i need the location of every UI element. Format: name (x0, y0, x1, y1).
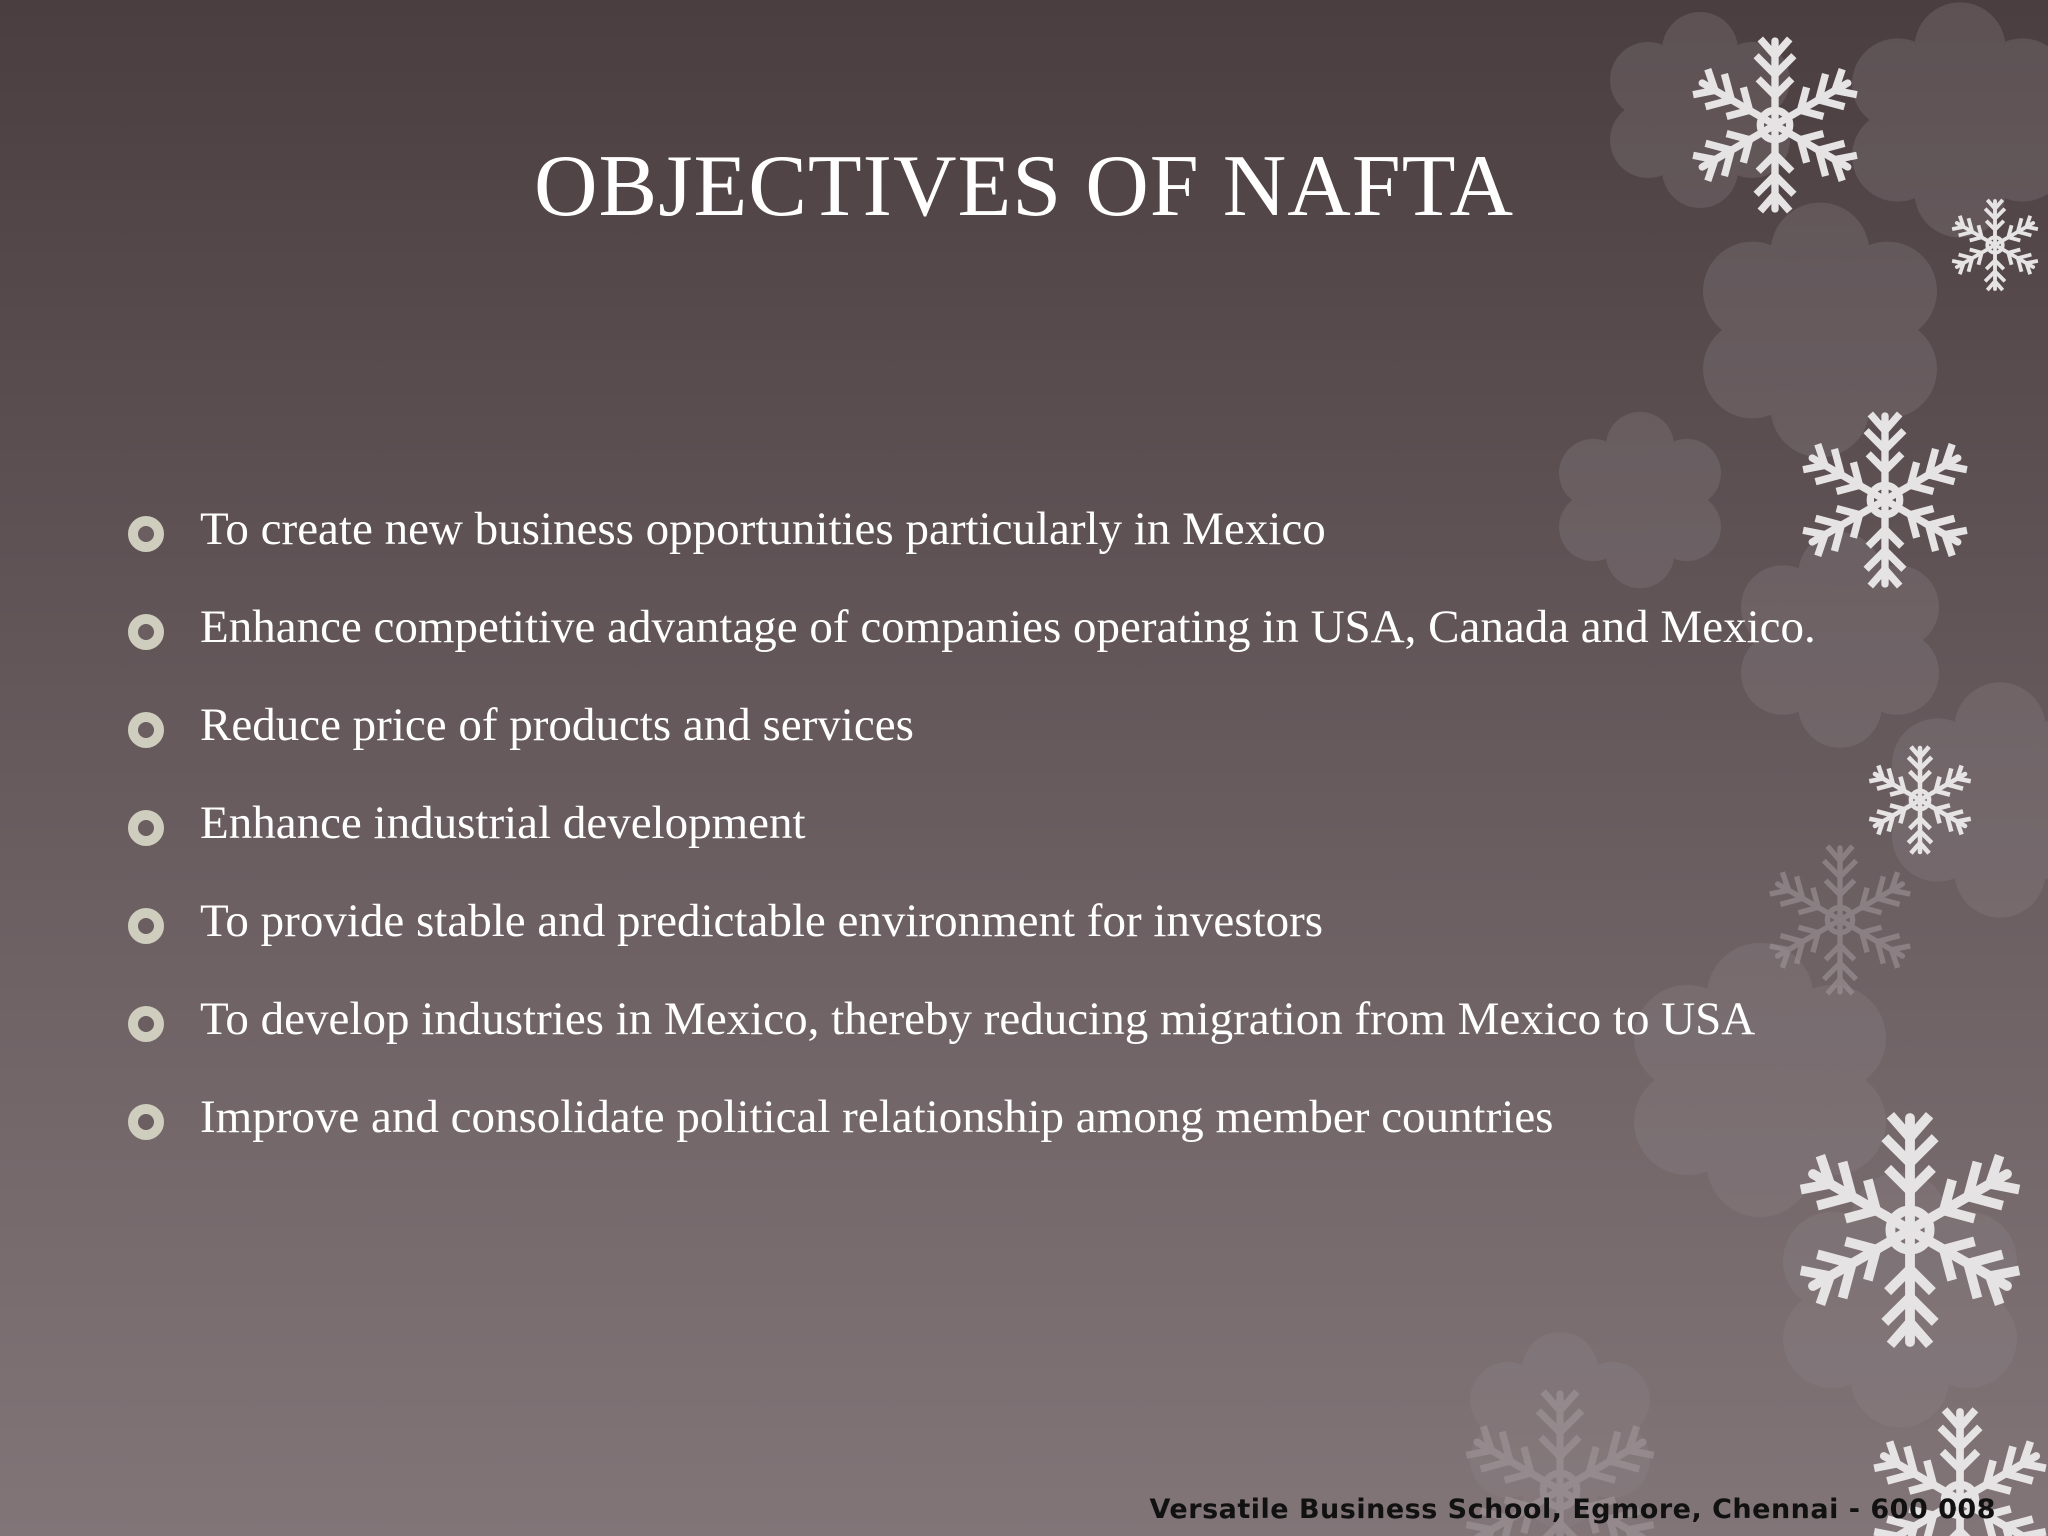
bullet-item (126, 480, 1926, 578)
bullet-text: To create new business opportunities particularly in Mexico (200, 503, 1326, 555)
ring-bullet-icon (128, 810, 164, 846)
slide-footer: Versatile Business School, Egmore, Chennai - 600 008 (1149, 1494, 1996, 1525)
bullet-list (126, 480, 1926, 1166)
bullet-text: To provide stable and predictable environment for investors (200, 895, 1324, 947)
bullet-text: To develop industries in Mexico, thereby reducing migration from Mexico to USA (200, 993, 1756, 1045)
ring-bullet-icon (128, 516, 164, 552)
bullet-text: Reduce price of products and services (200, 699, 914, 751)
bullet-item (126, 1068, 1926, 1166)
bullet-text: Improve and consolidate political relationship among member countries (200, 1091, 1554, 1143)
ring-bullet-icon (128, 712, 164, 748)
bullet-item (126, 676, 1926, 774)
ring-bullet-icon (128, 908, 164, 944)
ring-bullet-icon (128, 1006, 164, 1042)
ring-bullet-icon (128, 614, 164, 650)
bullet-item (126, 578, 1926, 676)
bullet-item (126, 872, 1926, 970)
bullet-item (126, 970, 1926, 1068)
bullet-item (126, 774, 1926, 872)
ring-bullet-icon (128, 1104, 164, 1140)
bullet-text: Enhance competitive advantage of companies operating in USA, Canada and Mexico. (200, 601, 1816, 653)
bullet-text: Enhance industrial development (200, 797, 806, 849)
slide-title: OBJECTIVES OF NAFTA (533, 138, 1515, 235)
